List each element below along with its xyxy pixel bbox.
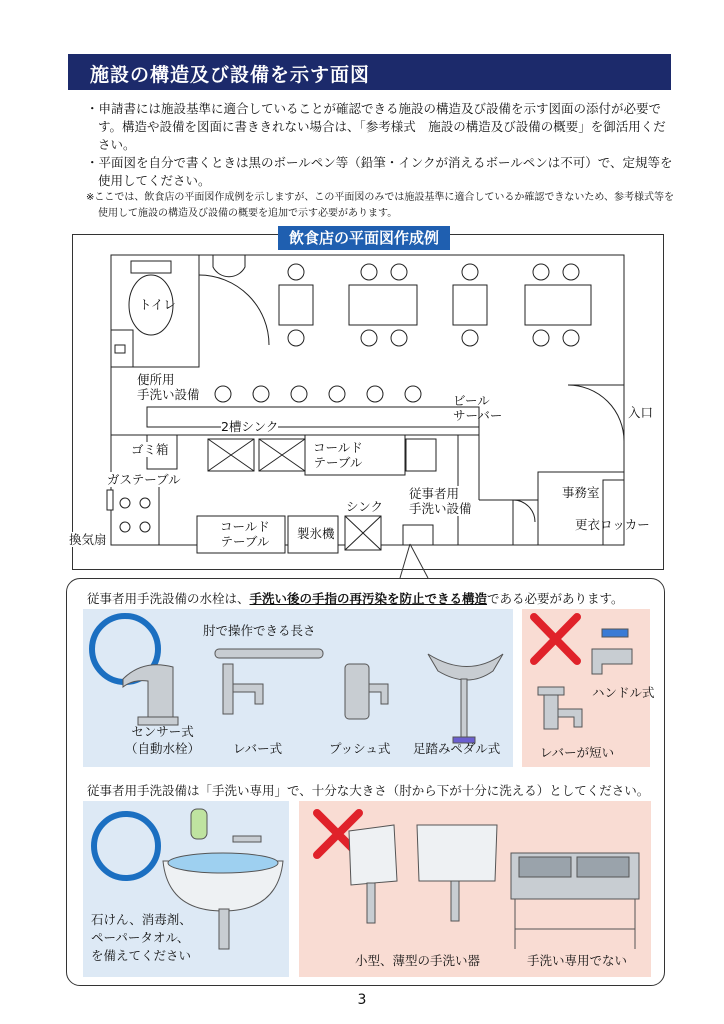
label-entrance: 入口 [628,405,654,420]
floor-plan-title: 飲食店の平面図作成例 [278,226,450,250]
label-double-sink: 2槽シンク [221,419,279,434]
page-title: 施設の構造及び設備を示す面図 [90,64,371,86]
page-header [68,54,671,90]
basin-heading: 従事者用手洗設備は「手洗い専用」で、十分な大きさ（肘から下が十分に洗える）としてください。 [87,783,650,798]
label-cold-table-1: コールド テーブル [313,440,363,470]
label-toilet: トイレ [139,297,176,312]
label-vent: 換気扇 [69,532,107,547]
elbow-note: 肘で操作できる長さ [203,623,316,638]
label-cold-table-2: コールド テーブル [220,519,270,549]
short-lever-label: レバーが短い [540,745,615,760]
handle-label: ハンドル式 [592,685,655,700]
label-ice-machine: 製氷機 [297,526,335,541]
guidance-panel [66,578,665,986]
intro-bullet-2: ・平面図を自分で書くときは黒のボールペン等（鉛筆・インクが消えるボールペンは不可）で、定規等を使用してください。 [86,155,673,188]
faucet-ng-panel [522,609,655,767]
basin-ok-panel [83,801,289,977]
supplies-label: 石けん、消毒剤、 ペーパータオル、 を備えてください [91,912,192,963]
lever-label: レバー式 [233,741,283,756]
label-sink: シンク [346,499,383,514]
page-number: 3 [357,992,367,1008]
label-locker: 更衣ロッカー [575,517,650,532]
callout-pointer [380,540,440,580]
label-trash: ゴミ箱 [131,442,169,457]
label-toilet-sink: 便所用 手洗い設備 [137,372,200,402]
not-dedicated-label: 手洗い専用でない [527,953,628,968]
label-staff-sink: 従事者用 手洗い設備 [409,486,472,516]
label-beer-server: ビール サーバー [453,393,503,423]
faucet-ok-panel [83,609,513,767]
push-label: プッシュ式 [329,741,391,756]
basin-ng-panel [299,801,651,977]
intro-note: ※ここでは、飲食店の平面図作成例を示しますが、この平面図のみでは施設基準に適合しているか確認できないため、参考様式等を使用して施設の構造及び設備の概要を追加で示す必要があります。 [86,192,674,219]
floor-plan [69,229,664,570]
pedal-label: 足踏みペダル式 [413,741,501,756]
intro-text [86,100,676,222]
small-basin-label: 小型、薄型の手洗い器 [355,953,481,968]
faucet-heading: 従事者用手洗設備の水栓は、手洗い後の手指の再汚染を防止できる構造である必要があります。 [87,591,624,606]
label-office: 事務室 [562,485,600,500]
label-gas-table: ガステーブル [107,472,181,487]
intro-bullet-1: ・申請書には施設基準に適合していることが確認できる施設の構造及び設備を示す図面の添付が必要です。構造や設備を図面に書ききれない場合は、「参考様式 施設の構造及び設備の概要」を御活用ください。 [86,101,666,152]
sensor-label: センサー式 （自動水栓） [125,724,201,756]
